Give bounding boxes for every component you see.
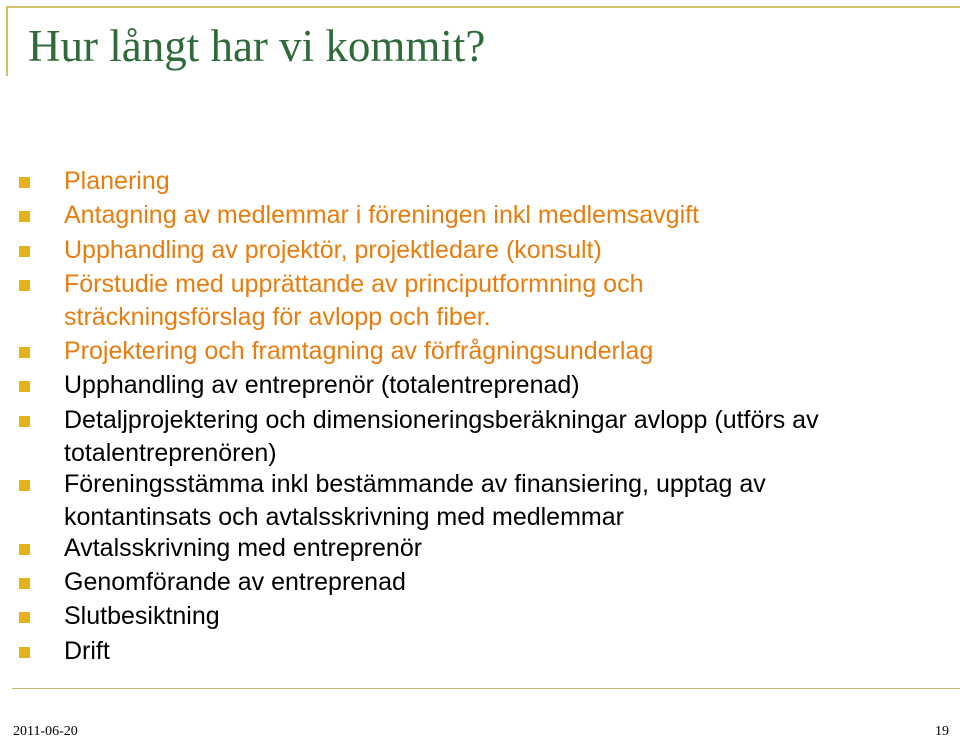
bullet-text: Detaljprojektering och dimensioneringsberäkningar avlopp (utförs av totalentreprenören) xyxy=(64,406,819,467)
bullet-text: Föreningsstämma inkl bestämmande av finansiering, upptag av kontantinsats och avtalsskrivning med medlemmar xyxy=(64,470,766,531)
footer-date: 2011-06-20 xyxy=(13,724,78,739)
bullet-square-icon xyxy=(19,480,30,491)
page-number: 19 xyxy=(935,724,949,739)
bullet-square-icon xyxy=(19,211,30,222)
bullet-square-icon xyxy=(19,246,30,257)
bullet-text: Genomförande av entreprenad xyxy=(64,568,406,596)
bullet-text: Avtalsskrivning med entreprenör xyxy=(64,534,423,562)
slide-title: Hur långt har vi kommit? xyxy=(28,21,486,71)
bullet-text: Drift xyxy=(64,637,110,665)
bullet-square-icon xyxy=(19,347,30,358)
bullet-square-icon xyxy=(19,416,30,427)
bullet-text: Upphandling av projektör, projektledare (konsult) xyxy=(64,236,602,264)
bullet-square-icon xyxy=(19,544,30,555)
bullet-square-icon xyxy=(19,381,30,392)
bullet-square-icon xyxy=(19,647,30,658)
bullet-text: Förstudie med upprättande av principutformning och sträckningsförslag för avlopp och fiber. xyxy=(64,270,644,331)
footer-divider xyxy=(12,688,960,689)
bullet-text: Projektering och framtagning av förfrågningsunderlag xyxy=(64,337,654,365)
bullet-text: Upphandling av entreprenör (totalentreprenad) xyxy=(64,371,580,399)
bullet-square-icon xyxy=(19,280,30,291)
bullet-square-icon xyxy=(19,177,30,188)
bullet-square-icon xyxy=(19,578,30,589)
bullet-text: Slutbesiktning xyxy=(64,602,220,630)
bullet-square-icon xyxy=(19,612,30,623)
bullet-text: Planering xyxy=(64,167,170,195)
bullet-text: Antagning av medlemmar i föreningen inkl medlemsavgift xyxy=(64,201,700,229)
